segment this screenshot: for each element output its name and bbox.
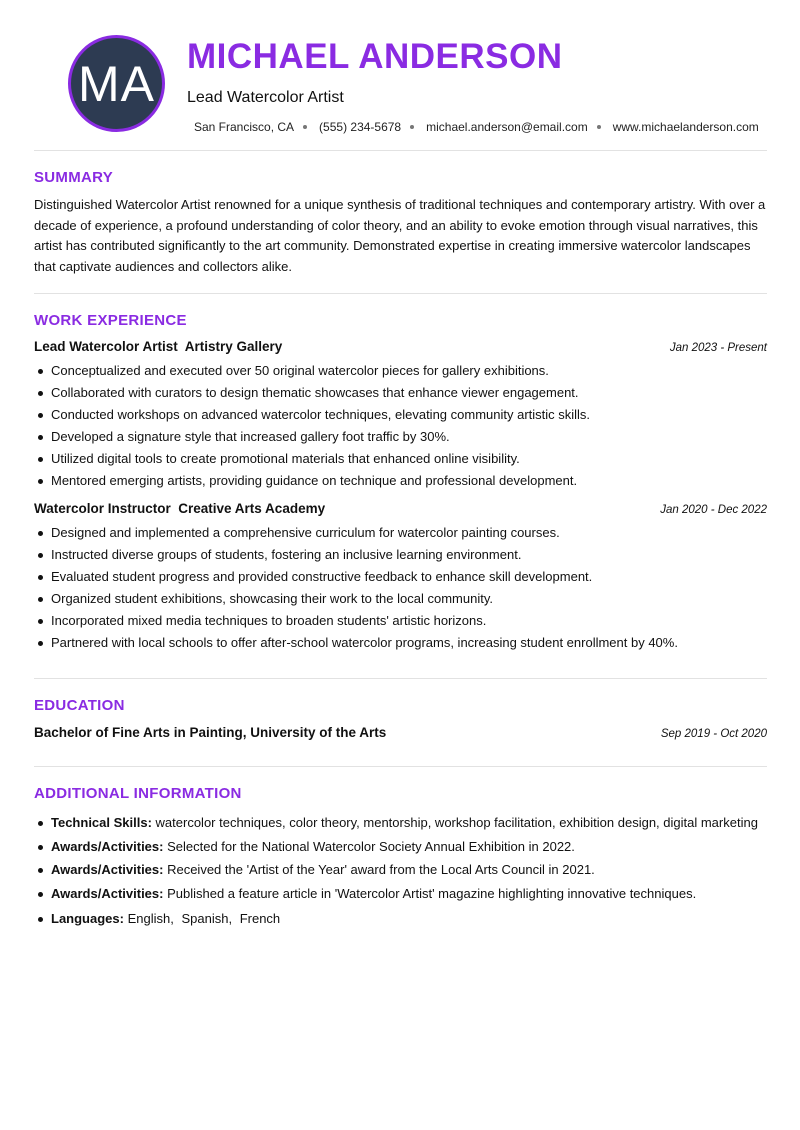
section-title-education: EDUCATION: [34, 697, 125, 715]
list-item: Mentored emerging artists, providing guidance on technique and professional development.: [51, 470, 767, 492]
avatar: [68, 35, 165, 132]
language: French: [239, 911, 281, 927]
contact-email[interactable]: michael.anderson@email.com: [426, 120, 588, 134]
languages-label: Languages:: [51, 911, 124, 927]
resume-header: [34, 0, 767, 150]
job-title: Watercolor Instructor Creative Arts Academy: [34, 501, 326, 517]
list-item: [51, 837, 767, 857]
item-text: Received the 'Artist of the Year' award from the Local Arts Council in 2021.: [163, 862, 595, 878]
additional-section: [34, 767, 767, 929]
contact-website[interactable]: www.michaelanderson.com: [612, 120, 759, 134]
experience-section: [34, 294, 767, 678]
job-bullets: [34, 522, 767, 654]
summary-text: Distinguished Watercolor Artist renowned for a unique synthesis of traditional techniques and contemporary artistry. With over a decade of experience, a profound understanding of color theory, and an ability to evoke emotion through visual narratives, this artist has contributed significantly to the art community. Demonstrated expertise in creating immersive watercolor landscapes that captivate audiences and collectors alike.: [34, 197, 766, 274]
list-item: Incorporated mixed media techniques to broaden students' artistic horizons.: [51, 610, 767, 632]
item-label: Awards/Activities:: [51, 885, 164, 901]
job-entry: [34, 339, 767, 492]
job-bullets: [34, 360, 767, 492]
list-item: Conducted workshops on advanced watercolor techniques, elevating community artistic skills.: [51, 404, 767, 426]
job-entry: [34, 501, 767, 654]
section-title-additional: ADDITIONAL INFORMATION: [34, 785, 242, 803]
list-item: Developed a signature style that increased gallery foot traffic by 30%.: [51, 426, 767, 448]
job-date: Jan 2020 - Dec 2022: [660, 504, 767, 517]
separator-dot-icon: [597, 125, 601, 129]
list-item: Partnered with local schools to offer after-school watercolor programs, increasing student enrollment by 40%.: [51, 632, 767, 654]
item-text: Published a feature article in 'Watercolor Artist' magazine highlighting innovative techniques.: [163, 885, 697, 901]
candidate-role: Lead Watercolor Artist: [187, 89, 344, 106]
language: English,: [127, 911, 174, 927]
list-item: Organized student exhibitions, showcasing their work to the local community.: [51, 588, 767, 610]
degree-title: Bachelor of Fine Arts in Painting, University of the Arts: [34, 725, 387, 741]
education-section: [34, 679, 767, 766]
list-item: [51, 884, 767, 904]
summary-section: [34, 151, 767, 293]
list-item: [51, 813, 767, 833]
list-item: [51, 909, 767, 929]
list-item: Utilized digital tools to create promotional materials that enhanced online visibility.: [51, 448, 767, 470]
section-title-experience: WORK EXPERIENCE: [34, 312, 187, 330]
list-item: [51, 860, 767, 880]
language: Spanish,: [181, 911, 233, 927]
list-item: Instructed diverse groups of students, fostering an inclusive learning environment.: [51, 544, 767, 566]
list-item: Designed and implemented a comprehensive curriculum for watercolor painting courses.: [51, 522, 767, 544]
contact-location: San Francisco, CA: [194, 120, 295, 134]
list-item: Collaborated with curators to design thematic showcases that enhance viewer engagement.: [51, 382, 767, 404]
item-label: Technical Skills:: [51, 815, 152, 831]
item-label: Awards/Activities:: [51, 862, 164, 878]
additional-list: [34, 813, 767, 929]
avatar-initials: MA: [78, 55, 155, 112]
section-title-summary: SUMMARY: [34, 169, 114, 186]
candidate-name: MICHAEL ANDERSON: [187, 37, 563, 76]
separator-dot-icon: [303, 125, 307, 129]
contact-line: [194, 120, 759, 134]
list-item: Conceptualized and executed over 50 original watercolor pieces for gallery exhibitions.: [51, 360, 767, 382]
job-date: Jan 2023 - Present: [669, 342, 767, 355]
job-title: Lead Watercolor Artist Artistry Gallery: [34, 339, 283, 355]
education-entry: [34, 725, 767, 740]
item-text: Selected for the National Watercolor Society Annual Exhibition in 2022.: [163, 838, 575, 854]
education-date: Sep 2019 - Oct 2020: [660, 728, 767, 741]
list-item: Evaluated student progress and provided constructive feedback to enhance skill development.: [51, 566, 767, 588]
contact-phone: (555) 234-5678: [319, 120, 402, 134]
separator-dot-icon: [410, 125, 414, 129]
item-label: Awards/Activities:: [51, 838, 164, 854]
item-text: watercolor techniques, color theory, mentorship, workshop facilitation, exhibition design, digital marketing: [151, 815, 758, 831]
